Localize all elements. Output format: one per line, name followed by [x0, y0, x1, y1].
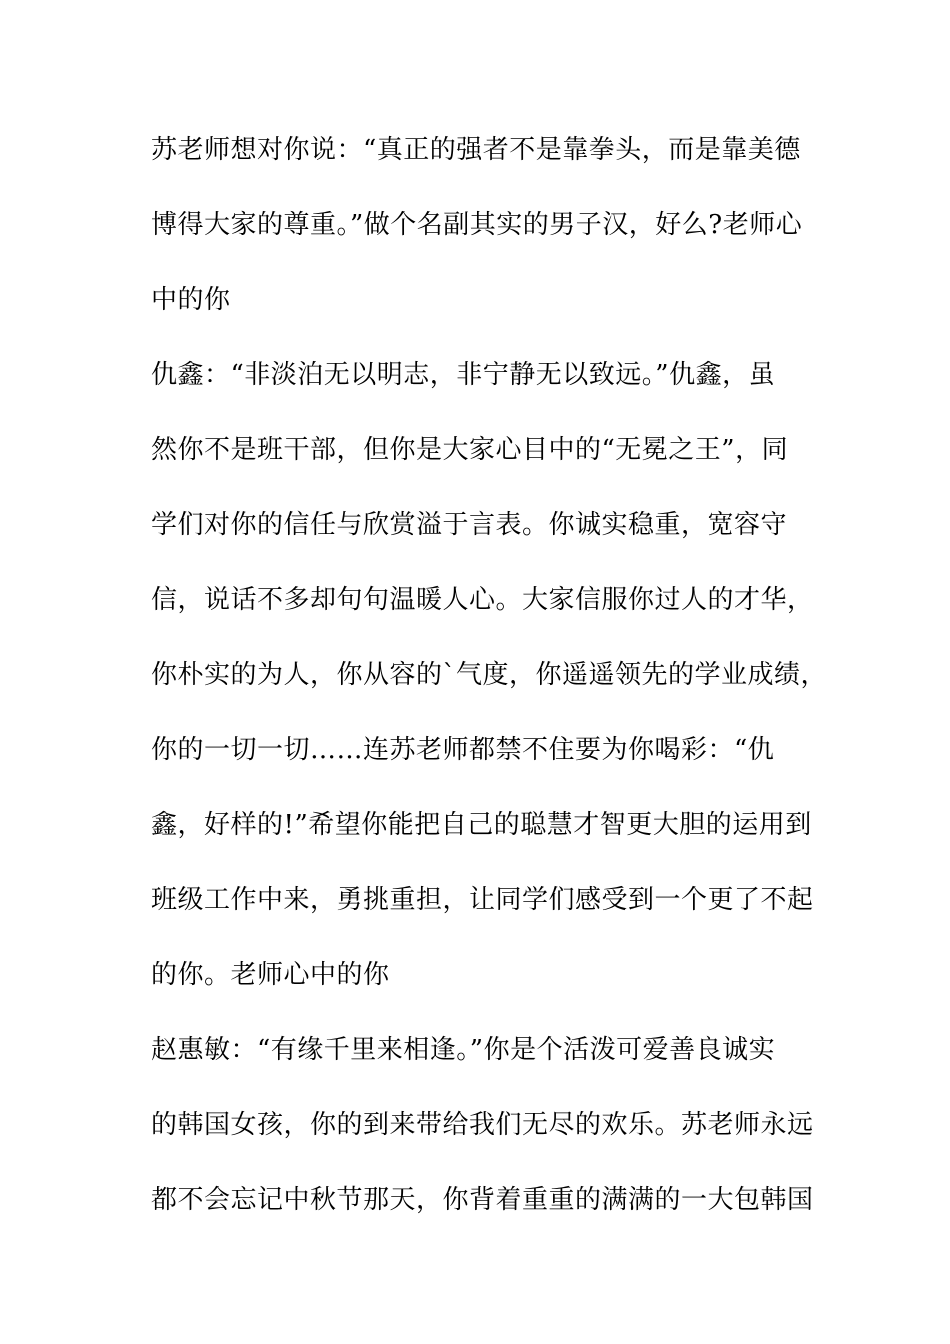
text-line: 你的一切一切……连苏老师都禁不住要为你喝彩：“仇	[151, 735, 775, 765]
text-line: 中的你	[151, 285, 231, 315]
text-line: 班级工作中来，勇挑重担，让同学们感受到一个更了不起	[151, 885, 814, 915]
text-line: 赵惠敏：“有缘千里来相逢。”你是个活泼可爱善良诚实	[151, 1035, 776, 1065]
text-line: 鑫，好样的!”希望你能把自己的聪慧才智更大胆的运用到	[151, 810, 812, 840]
text-line: 然你不是班干部，但你是大家心目中的“无冕之王”，同	[151, 435, 789, 465]
text-line: 的韩国女孩，你的到来带给我们无尽的欢乐。苏老师永远	[151, 1110, 814, 1140]
text-line: 苏老师想对你说：“真正的强者不是靠拳头，而是靠美德	[151, 135, 801, 165]
text-line: 你朴实的为人，你从容的`气度，你遥遥领先的学业成绩，	[151, 660, 828, 690]
text-line: 都不会忘记中秋节那天，你背着重重的满满的一大包韩国	[151, 1185, 814, 1215]
text-line: 博得大家的尊重。”做个名副其实的男子汉，好么?老师心	[151, 210, 803, 240]
text-line: 仇鑫：“非淡泊无以明志，非宁静无以致远。”仇鑫，虽	[151, 360, 776, 390]
text-line: 的你。老师心中的你	[151, 960, 390, 990]
text-line: 学们对你的信任与欣赏溢于言表。你诚实稳重，宽容守	[151, 510, 788, 540]
text-line: 信，说话不多却句句温暖人心。大家信服你过人的才华，	[151, 585, 814, 615]
